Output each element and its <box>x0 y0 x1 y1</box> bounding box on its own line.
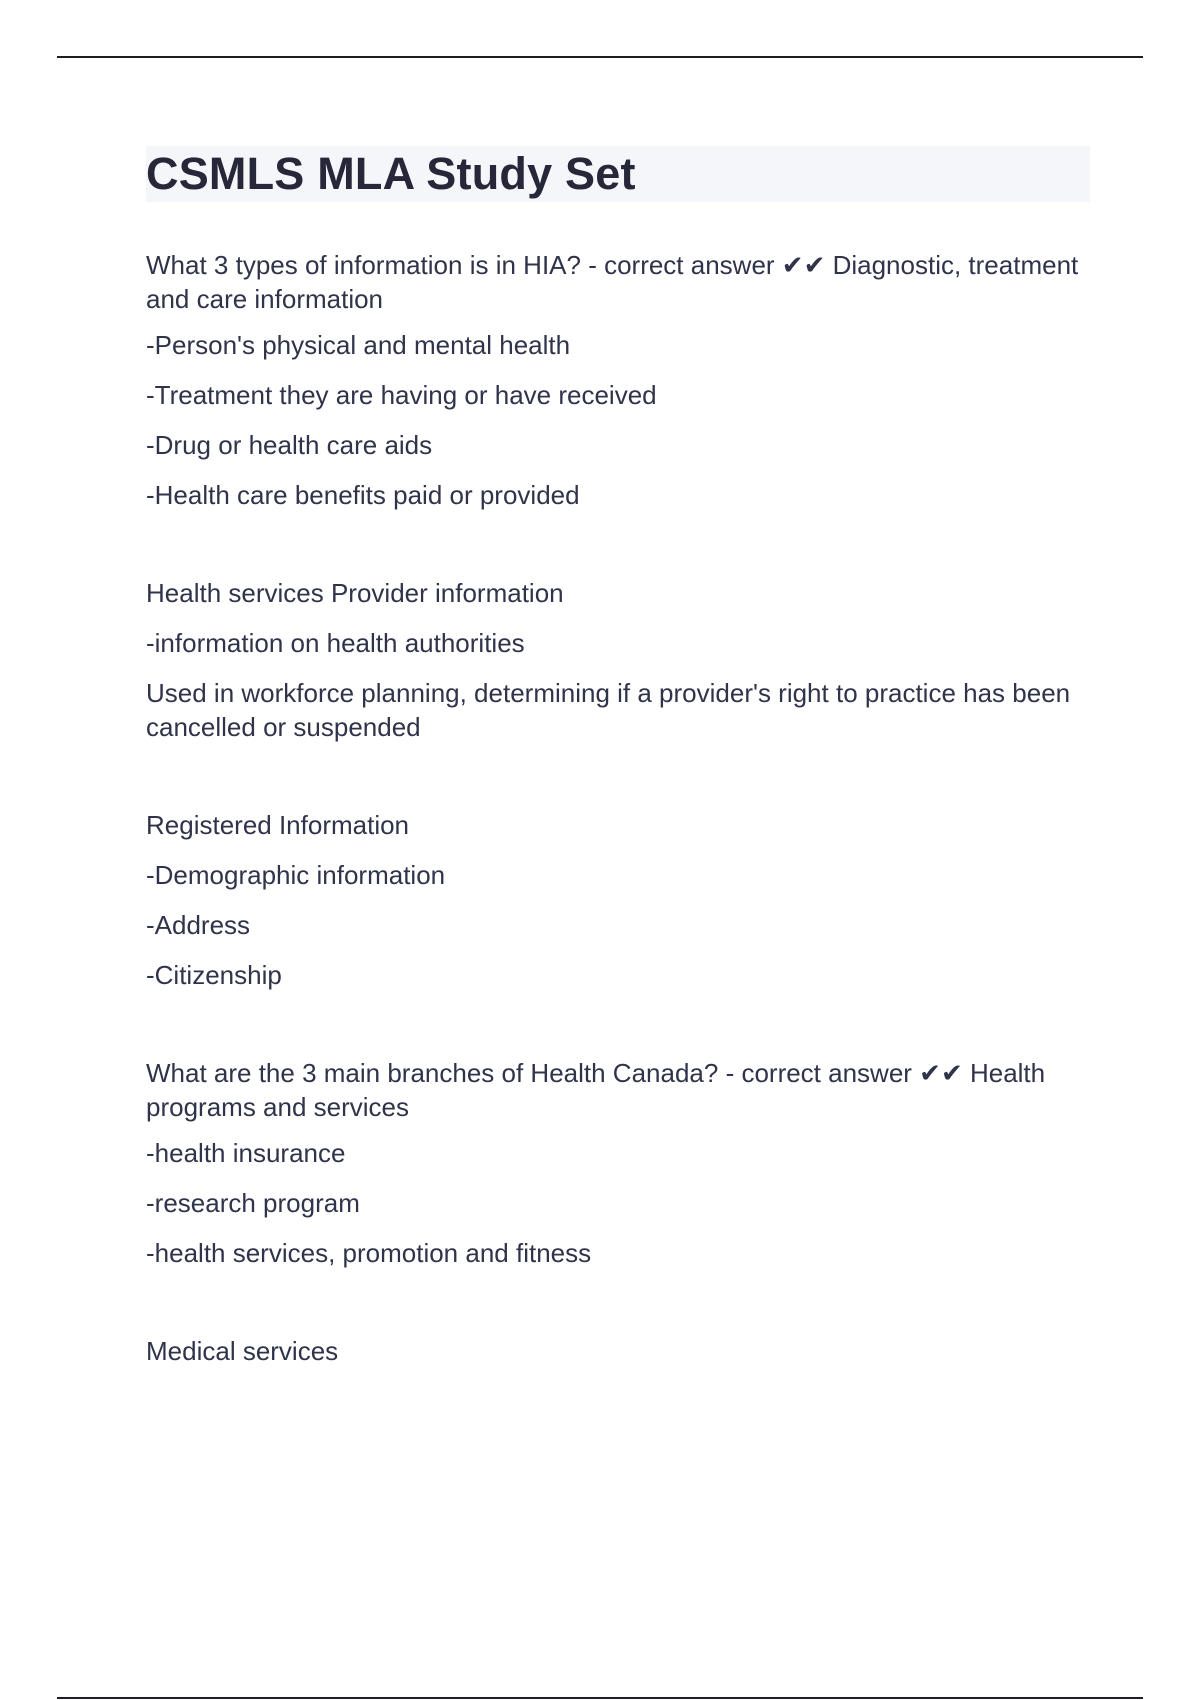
list-item: -Treatment they are having or have received <box>146 380 657 410</box>
block-spacer <box>146 760 1090 808</box>
qa-block-registered-information <box>146 808 1090 992</box>
title-band <box>146 146 1090 202</box>
qa-block-medical-services <box>146 1334 1090 1368</box>
block-spacer <box>146 1286 1090 1334</box>
document-body <box>146 146 1090 1384</box>
block-spacer <box>146 1008 1090 1056</box>
list-item: -Demographic information <box>146 860 446 890</box>
section-heading: Medical services <box>146 1336 339 1366</box>
list-item: -Person's physical and mental health <box>146 330 571 360</box>
list-item: -Health care benefits paid or provided <box>146 480 580 510</box>
list-item: -Address <box>146 910 251 940</box>
section-heading: Registered Information <box>146 810 410 840</box>
list-item: -Citizenship <box>146 960 282 990</box>
section-heading: Health services Provider information <box>146 578 564 608</box>
question-line: What are the 3 main branches of Health Canada? - correct answer ✔✔ Health programs and services <box>146 1058 1046 1122</box>
question-line: What 3 types of information is in HIA? - correct answer ✔✔ Diagnostic, treatment and care information <box>146 250 1079 314</box>
bottom-rule <box>57 1697 1143 1699</box>
qa-block-hia-information <box>146 248 1090 512</box>
top-rule <box>57 56 1143 58</box>
qa-block-health-canada-branches <box>146 1056 1090 1270</box>
block-spacer <box>146 528 1090 576</box>
page-title: CSMLS MLA Study Set <box>146 148 636 199</box>
list-item: -Drug or health care aids <box>146 430 433 460</box>
list-item: -health services, promotion and fitness <box>146 1238 592 1268</box>
list-item: -research program <box>146 1188 360 1218</box>
paragraph-line: Used in workforce planning, determining if a provider's right to practice has been cancelled or suspended <box>146 678 1071 742</box>
list-item: -information on health authorities <box>146 628 525 658</box>
qa-block-provider-information <box>146 576 1090 744</box>
list-item: -health insurance <box>146 1138 346 1168</box>
